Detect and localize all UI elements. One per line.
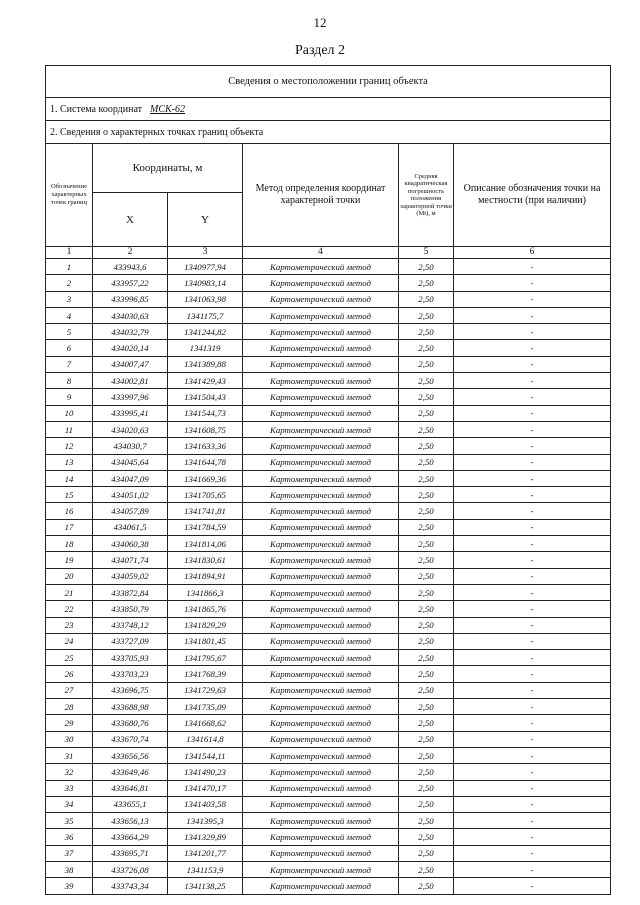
table-row [46,552,611,568]
x-coordinate-cell: 433705,93 [93,650,168,666]
table-row [46,796,611,812]
description-cell: - [454,307,611,323]
description-cell: - [454,682,611,698]
x-coordinate-cell: 433688,98 [93,699,168,715]
description-cell: - [454,829,611,845]
y-coordinate-cell: 1341894,91 [168,568,243,584]
x-coordinate-cell: 433872,84 [93,584,168,600]
y-coordinate-cell: 1341866,3 [168,584,243,600]
point-number-cell: 9 [46,389,93,405]
y-coordinate-cell: 1341244,82 [168,324,243,340]
x-coordinate-cell: 434032,79 [93,324,168,340]
accuracy-cell: 2,50 [399,275,454,291]
method-cell: Картометрический метод [243,519,399,535]
accuracy-cell: 2,50 [399,861,454,877]
point-number-cell: 19 [46,552,93,568]
x-coordinate-cell: 433726,08 [93,861,168,877]
table-row [46,438,611,454]
point-number-cell: 7 [46,356,93,372]
y-coordinate-cell: 1341138,25 [168,878,243,894]
accuracy-cell: 2,50 [399,454,454,470]
accuracy-cell: 2,50 [399,324,454,340]
accuracy-cell: 2,50 [399,650,454,666]
method-cell: Картометрический метод [243,389,399,405]
point-number-cell: 18 [46,536,93,552]
method-cell: Картометрический метод [243,780,399,796]
point-number-cell: 30 [46,731,93,747]
accuracy-cell: 2,50 [399,617,454,633]
table-row [46,829,611,845]
y-coordinate-cell: 1341329,89 [168,829,243,845]
point-number-cell: 29 [46,715,93,731]
method-cell: Картометрический метод [243,715,399,731]
y-coordinate-cell: 1341544,11 [168,747,243,763]
table-row [46,617,611,633]
point-number-cell: 5 [46,324,93,340]
y-coordinate-cell: 1341801,45 [168,633,243,649]
x-coordinate-cell: 433656,56 [93,747,168,763]
description-cell: - [454,845,611,861]
description-cell: - [454,601,611,617]
description-cell: - [454,340,611,356]
accuracy-cell: 2,50 [399,438,454,454]
column-number: 3 [168,247,243,259]
method-cell: Картометрический метод [243,568,399,584]
table-title: Сведения о местоположении границ объекта [46,66,611,98]
x-coordinate-cell: 434045,64 [93,454,168,470]
description-cell: - [454,584,611,600]
table-row [46,307,611,323]
table-row [46,584,611,600]
point-number-cell: 15 [46,487,93,503]
point-number-cell: 32 [46,764,93,780]
method-cell: Картометрический метод [243,454,399,470]
point-number-cell: 28 [46,699,93,715]
point-number-cell: 4 [46,307,93,323]
method-cell: Картометрический метод [243,340,399,356]
x-coordinate-cell: 433649,46 [93,764,168,780]
description-cell: - [454,421,611,437]
point-number-cell: 3 [46,291,93,307]
y-coordinate-cell: 1341153,9 [168,861,243,877]
description-cell: - [454,617,611,633]
x-coordinate-cell: 433703,23 [93,666,168,682]
y-coordinate-cell: 1341395,3 [168,813,243,829]
description-cell: - [454,747,611,763]
x-coordinate-cell: 433670,74 [93,731,168,747]
description-cell: - [454,324,611,340]
point-number-cell: 13 [46,454,93,470]
point-number-cell: 1 [46,259,93,275]
y-coordinate-cell: 1341608,75 [168,421,243,437]
point-number-cell: 37 [46,845,93,861]
method-cell: Картометрический метод [243,259,399,275]
description-cell: - [454,764,611,780]
method-cell: Картометрический метод [243,601,399,617]
description-cell: - [454,780,611,796]
y-coordinate-cell: 1341735,09 [168,699,243,715]
table-row [46,503,611,519]
description-cell: - [454,796,611,812]
description-cell: - [454,503,611,519]
point-number-cell: 2 [46,275,93,291]
accuracy-cell: 2,50 [399,796,454,812]
x-coordinate-cell: 434020,14 [93,340,168,356]
x-coordinate-cell: 434030,7 [93,438,168,454]
point-number-cell: 16 [46,503,93,519]
y-coordinate-cell: 1341319 [168,340,243,356]
accuracy-cell: 2,50 [399,601,454,617]
method-cell: Картометрический метод [243,829,399,845]
method-cell: Картометрический метод [243,813,399,829]
table-row [46,405,611,421]
method-cell: Картометрический метод [243,861,399,877]
accuracy-cell: 2,50 [399,421,454,437]
accuracy-cell: 2,50 [399,666,454,682]
y-coordinate-cell: 1341865,76 [168,601,243,617]
column-number: 1 [46,247,93,259]
table-row [46,340,611,356]
table-row [46,291,611,307]
accuracy-cell: 2,50 [399,731,454,747]
x-coordinate-cell: 434060,38 [93,536,168,552]
description-cell: - [454,470,611,486]
x-coordinate-cell: 433696,75 [93,682,168,698]
point-number-cell: 23 [46,617,93,633]
method-cell: Картометрический метод [243,421,399,437]
y-coordinate-cell: 1341814,06 [168,536,243,552]
accuracy-cell: 2,50 [399,356,454,372]
accuracy-cell: 2,50 [399,764,454,780]
table-row [46,699,611,715]
point-number-cell: 6 [46,340,93,356]
point-number-cell: 27 [46,682,93,698]
accuracy-cell: 2,50 [399,307,454,323]
header-method: Метод определения координат характерной точки [243,144,399,247]
description-cell: - [454,861,611,877]
table-row [46,878,611,894]
y-coordinate-cell: 1341741,81 [168,503,243,519]
accuracy-cell: 2,50 [399,878,454,894]
accuracy-cell: 2,50 [399,584,454,600]
method-cell: Картометрический метод [243,796,399,812]
x-coordinate-cell: 434007,47 [93,356,168,372]
coord-system-label: 1. Система координат [50,103,143,115]
y-coordinate-cell: 1341614,8 [168,731,243,747]
y-coordinate-cell: 1341544,73 [168,405,243,421]
table-row [46,845,611,861]
accuracy-cell: 2,50 [399,389,454,405]
column-number: 2 [93,247,168,259]
table-row [46,470,611,486]
table-row [46,666,611,682]
accuracy-cell: 2,50 [399,829,454,845]
y-coordinate-cell: 1340977,94 [168,259,243,275]
header-coords: Координаты, м [93,144,243,193]
description-cell: - [454,699,611,715]
method-cell: Картометрический метод [243,536,399,552]
point-number-cell: 39 [46,878,93,894]
accuracy-cell: 2,50 [399,699,454,715]
accuracy-cell: 2,50 [399,813,454,829]
point-number-cell: 34 [46,796,93,812]
x-coordinate-cell: 433943,6 [93,259,168,275]
table-row [46,650,611,666]
description-cell: - [454,568,611,584]
table-row [46,324,611,340]
method-cell: Картометрический метод [243,699,399,715]
y-coordinate-cell: 1341768,39 [168,666,243,682]
y-coordinate-cell: 1341633,36 [168,438,243,454]
table-row [46,715,611,731]
method-cell: Картометрический метод [243,307,399,323]
method-cell: Картометрический метод [243,731,399,747]
y-coordinate-cell: 1341490,23 [168,764,243,780]
method-cell: Картометрический метод [243,878,399,894]
description-cell: - [454,373,611,389]
x-coordinate-cell: 433996,85 [93,291,168,307]
coord-system-row [46,98,611,121]
accuracy-cell: 2,50 [399,291,454,307]
accuracy-cell: 2,50 [399,633,454,649]
point-number-cell: 26 [46,666,93,682]
description-cell: - [454,813,611,829]
method-cell: Картометрический метод [243,650,399,666]
x-coordinate-cell: 433655,1 [93,796,168,812]
accuracy-cell: 2,50 [399,373,454,389]
y-coordinate-cell: 1341729,63 [168,682,243,698]
page-number: 12 [313,15,327,30]
description-cell: - [454,715,611,731]
table-row [46,519,611,535]
table-row [46,780,611,796]
description-cell: - [454,487,611,503]
table-row [46,682,611,698]
y-coordinate-cell: 1341470,17 [168,780,243,796]
x-coordinate-cell: 434061,5 [93,519,168,535]
accuracy-cell: 2,50 [399,715,454,731]
y-coordinate-cell: 1341504,43 [168,389,243,405]
method-cell: Картометрический метод [243,438,399,454]
x-coordinate-cell: 434059,02 [93,568,168,584]
column-number: 5 [399,247,454,259]
description-cell: - [454,454,611,470]
y-coordinate-cell: 1341403,58 [168,796,243,812]
boundary-table [45,65,611,895]
x-coordinate-cell: 433727,09 [93,633,168,649]
accuracy-cell: 2,50 [399,519,454,535]
description-cell: - [454,878,611,894]
method-cell: Картометрический метод [243,487,399,503]
y-coordinate-cell: 1341784,59 [168,519,243,535]
point-number-cell: 36 [46,829,93,845]
table-row [46,764,611,780]
method-cell: Картометрический метод [243,666,399,682]
method-cell: Картометрический метод [243,405,399,421]
accuracy-cell: 2,50 [399,845,454,861]
x-coordinate-cell: 434051,02 [93,487,168,503]
description-cell: - [454,633,611,649]
accuracy-cell: 2,50 [399,259,454,275]
x-coordinate-cell: 433680,76 [93,715,168,731]
table-row [46,454,611,470]
x-coordinate-cell: 433656,13 [93,813,168,829]
x-coordinate-cell: 433748,12 [93,617,168,633]
point-number-cell: 31 [46,747,93,763]
table-row [46,487,611,503]
method-cell: Картометрический метод [243,324,399,340]
accuracy-cell: 2,50 [399,682,454,698]
accuracy-cell: 2,50 [399,503,454,519]
table-row [46,389,611,405]
x-coordinate-cell: 434071,74 [93,552,168,568]
table-row [46,568,611,584]
table-row [46,601,611,617]
y-coordinate-cell: 1341669,36 [168,470,243,486]
description-cell: - [454,536,611,552]
accuracy-cell: 2,50 [399,568,454,584]
method-cell: Картометрический метод [243,275,399,291]
y-coordinate-cell: 1341201,77 [168,845,243,861]
x-coordinate-cell: 433695,71 [93,845,168,861]
description-cell: - [454,552,611,568]
accuracy-cell: 2,50 [399,552,454,568]
method-cell: Картометрический метод [243,633,399,649]
method-cell: Картометрический метод [243,552,399,568]
table-row [46,861,611,877]
y-coordinate-cell: 1341644,78 [168,454,243,470]
table-row [46,747,611,763]
x-coordinate-cell: 433957,22 [93,275,168,291]
header-accuracy: Средняя квадратическая погрешность положения характерной точки (Mt), м [399,144,454,247]
method-cell: Картометрический метод [243,764,399,780]
y-coordinate-cell: 1341175,7 [168,307,243,323]
column-number: 4 [243,247,399,259]
accuracy-cell: 2,50 [399,487,454,503]
table-row [46,275,611,291]
x-coordinate-cell: 434030,63 [93,307,168,323]
x-coordinate-cell: 434002,81 [93,373,168,389]
accuracy-cell: 2,50 [399,340,454,356]
y-coordinate-cell: 1340983,14 [168,275,243,291]
table-row [46,356,611,372]
x-coordinate-cell: 433664,29 [93,829,168,845]
point-number-cell: 33 [46,780,93,796]
x-coordinate-cell: 434057,89 [93,503,168,519]
method-cell: Картометрический метод [243,845,399,861]
method-cell: Картометрический метод [243,470,399,486]
y-coordinate-cell: 1341668,62 [168,715,243,731]
point-number-cell: 25 [46,650,93,666]
y-coordinate-cell: 1341705,65 [168,487,243,503]
point-number-cell: 8 [46,373,93,389]
y-coordinate-cell: 1341829,29 [168,617,243,633]
method-cell: Картометрический метод [243,373,399,389]
y-coordinate-cell: 1341389,88 [168,356,243,372]
method-cell: Картометрический метод [243,617,399,633]
coord-system-value: МСК-62 [150,103,186,115]
point-number-cell: 10 [46,405,93,421]
table-row [46,421,611,437]
point-number-cell: 22 [46,601,93,617]
description-cell: - [454,389,611,405]
point-number-cell: 14 [46,470,93,486]
point-number-cell: 17 [46,519,93,535]
description-cell: - [454,650,611,666]
method-cell: Картометрический метод [243,356,399,372]
x-coordinate-cell: 433850,79 [93,601,168,617]
section-title: Раздел 2 [294,43,346,58]
description-cell: - [454,438,611,454]
method-cell: Картометрический метод [243,584,399,600]
point-number-cell: 12 [46,438,93,454]
method-cell: Картометрический метод [243,291,399,307]
point-number-cell: 21 [46,584,93,600]
points-section-label: 2. Сведения о характерных точках границ объекта [46,121,611,144]
description-cell: - [454,356,611,372]
table-row [46,536,611,552]
table-row [46,731,611,747]
header-x: X [93,193,168,247]
accuracy-cell: 2,50 [399,470,454,486]
x-coordinate-cell: 434047,09 [93,470,168,486]
accuracy-cell: 2,50 [399,536,454,552]
description-cell: - [454,405,611,421]
x-coordinate-cell: 433646,81 [93,780,168,796]
y-coordinate-cell: 1341795,67 [168,650,243,666]
table-row [46,373,611,389]
description-cell: - [454,666,611,682]
x-coordinate-cell: 433995,41 [93,405,168,421]
method-cell: Картометрический метод [243,682,399,698]
table-row [46,259,611,275]
method-cell: Картометрический метод [243,503,399,519]
x-coordinate-cell: 433997,96 [93,389,168,405]
point-number-cell: 35 [46,813,93,829]
table-row [46,633,611,649]
x-coordinate-cell: 434020,63 [93,421,168,437]
y-coordinate-cell: 1341830,61 [168,552,243,568]
point-number-cell: 20 [46,568,93,584]
point-number-cell: 11 [46,421,93,437]
description-cell: - [454,275,611,291]
header-designation: Обозначение характерных точек границ [46,144,93,247]
description-cell: - [454,259,611,275]
header-y: Y [168,193,243,247]
description-cell: - [454,519,611,535]
description-cell: - [454,731,611,747]
header-description: Описание обозначения точки на местности (при наличии) [454,144,611,247]
x-coordinate-cell: 433743,34 [93,878,168,894]
accuracy-cell: 2,50 [399,747,454,763]
method-cell: Картометрический метод [243,747,399,763]
table-row [46,813,611,829]
column-number: 6 [454,247,611,259]
y-coordinate-cell: 1341063,98 [168,291,243,307]
accuracy-cell: 2,50 [399,780,454,796]
accuracy-cell: 2,50 [399,405,454,421]
y-coordinate-cell: 1341429,43 [168,373,243,389]
point-number-cell: 38 [46,861,93,877]
description-cell: - [454,291,611,307]
point-number-cell: 24 [46,633,93,649]
table-body [46,259,611,895]
